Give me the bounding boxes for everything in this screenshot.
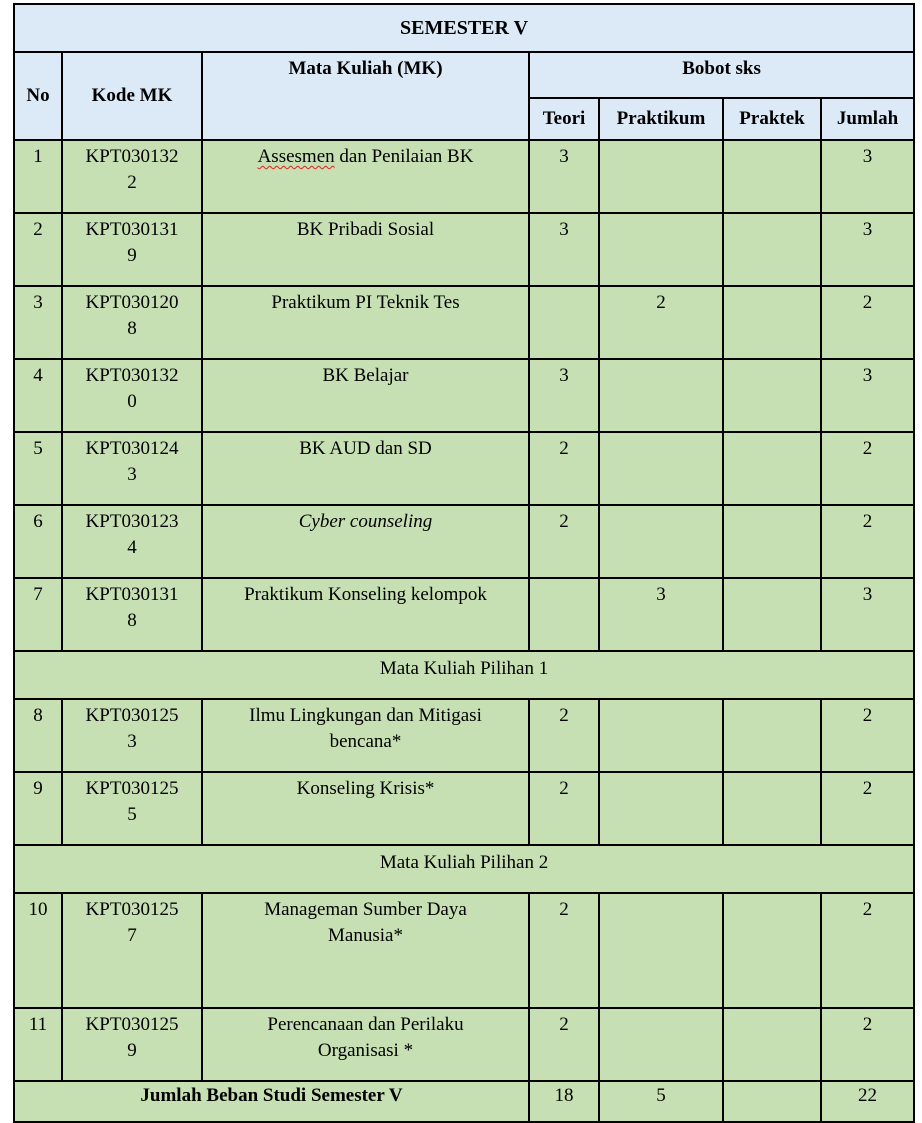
table-row bbox=[14, 893, 914, 1008]
cell-kode: KPT030125 5 bbox=[62, 772, 202, 845]
cell-no: 7 bbox=[14, 578, 62, 651]
cell-praktek bbox=[723, 140, 821, 213]
cell-teori bbox=[529, 286, 599, 359]
table-row bbox=[14, 699, 914, 772]
cell-teori: 2 bbox=[529, 772, 599, 845]
cell-praktek bbox=[723, 699, 821, 772]
cell-teori: 2 bbox=[529, 505, 599, 578]
cell-jumlah: 3 bbox=[821, 213, 914, 286]
cell-praktek bbox=[723, 213, 821, 286]
cell-praktek bbox=[723, 359, 821, 432]
cell-mata-kuliah: BK AUD dan SD bbox=[202, 432, 529, 505]
semester-table bbox=[13, 3, 915, 1123]
cell-no: 1 bbox=[14, 140, 62, 213]
cell-jumlah: 2 bbox=[821, 772, 914, 845]
table-row bbox=[14, 213, 914, 286]
cell-no: 3 bbox=[14, 286, 62, 359]
cell-praktikum bbox=[599, 432, 723, 505]
table-row bbox=[14, 140, 914, 213]
cell-kode: KPT030125 7 bbox=[62, 893, 202, 1008]
cell-mata-kuliah: Ilmu Lingkungan dan Mitigasi bencana* bbox=[202, 699, 529, 772]
cell-no: 5 bbox=[14, 432, 62, 505]
cell-teori: 3 bbox=[529, 359, 599, 432]
cell-praktek bbox=[723, 893, 821, 1008]
section-row-pilihan-2 bbox=[14, 845, 914, 893]
cell-teori bbox=[529, 578, 599, 651]
cell-praktek bbox=[723, 505, 821, 578]
cell-jumlah: 2 bbox=[821, 432, 914, 505]
cell-teori: 2 bbox=[529, 699, 599, 772]
cell-no: 6 bbox=[14, 505, 62, 578]
total-praktek bbox=[723, 1081, 821, 1122]
total-label: Jumlah Beban Studi Semester V bbox=[14, 1081, 529, 1122]
cell-kode: KPT030120 8 bbox=[62, 286, 202, 359]
cell-praktikum bbox=[599, 359, 723, 432]
total-row bbox=[14, 1081, 914, 1122]
cell-kode: KPT030131 8 bbox=[62, 578, 202, 651]
cell-praktikum bbox=[599, 772, 723, 845]
cell-no: 2 bbox=[14, 213, 62, 286]
cell-praktikum bbox=[599, 505, 723, 578]
cell-jumlah: 2 bbox=[821, 699, 914, 772]
cell-mata-kuliah: Praktikum Konseling kelompok bbox=[202, 578, 529, 651]
cell-teori: 3 bbox=[529, 140, 599, 213]
cell-no: 4 bbox=[14, 359, 62, 432]
header-praktek: Praktek bbox=[723, 98, 821, 140]
cell-teori: 2 bbox=[529, 432, 599, 505]
cell-praktikum bbox=[599, 699, 723, 772]
section-row-pilihan-1 bbox=[14, 651, 914, 699]
header-teori: Teori bbox=[529, 98, 599, 140]
cell-jumlah: 2 bbox=[821, 286, 914, 359]
header-praktikum: Praktikum bbox=[599, 98, 723, 140]
cell-praktikum bbox=[599, 1008, 723, 1081]
cell-praktek bbox=[723, 1008, 821, 1081]
cell-teori: 2 bbox=[529, 1008, 599, 1081]
cell-mata-kuliah: Perencanaan dan Perilaku Organisasi * bbox=[202, 1008, 529, 1081]
cell-jumlah: 2 bbox=[821, 1008, 914, 1081]
header-no: No bbox=[14, 52, 62, 140]
cell-kode: KPT030131 9 bbox=[62, 213, 202, 286]
header-mata-kuliah: Mata Kuliah (MK) bbox=[202, 52, 529, 140]
cell-praktikum bbox=[599, 893, 723, 1008]
cell-kode: KPT030125 9 bbox=[62, 1008, 202, 1081]
cell-jumlah: 3 bbox=[821, 578, 914, 651]
cell-praktek bbox=[723, 432, 821, 505]
table-row bbox=[14, 359, 914, 432]
table-row bbox=[14, 505, 914, 578]
table-title: SEMESTER V bbox=[14, 4, 914, 52]
cell-jumlah: 3 bbox=[821, 359, 914, 432]
cell-mata-kuliah: Assesmen dan Penilaian BK bbox=[202, 140, 529, 213]
cell-praktek bbox=[723, 286, 821, 359]
header-bobot: Bobot sks bbox=[529, 52, 914, 98]
cell-praktek bbox=[723, 578, 821, 651]
cell-kode: KPT030132 0 bbox=[62, 359, 202, 432]
cell-mata-kuliah: BK Pribadi Sosial bbox=[202, 213, 529, 286]
cell-praktek bbox=[723, 772, 821, 845]
cell-kode: KPT030125 3 bbox=[62, 699, 202, 772]
cell-kode: KPT030123 4 bbox=[62, 505, 202, 578]
cell-praktikum bbox=[599, 140, 723, 213]
cell-jumlah: 2 bbox=[821, 893, 914, 1008]
table-row bbox=[14, 286, 914, 359]
cell-praktikum bbox=[599, 213, 723, 286]
table-row bbox=[14, 1008, 914, 1081]
cell-mata-kuliah: Konseling Krisis* bbox=[202, 772, 529, 845]
cell-praktikum: 3 bbox=[599, 578, 723, 651]
header-kode: Kode MK bbox=[62, 52, 202, 140]
section-label: Mata Kuliah Pilihan 2 bbox=[14, 845, 914, 893]
total-teori: 18 bbox=[529, 1081, 599, 1122]
table-row bbox=[14, 578, 914, 651]
cell-mata-kuliah: Cyber counseling bbox=[202, 505, 529, 578]
cell-teori: 2 bbox=[529, 893, 599, 1008]
cell-mata-kuliah: Praktikum PI Teknik Tes bbox=[202, 286, 529, 359]
cell-no: 11 bbox=[14, 1008, 62, 1081]
cell-kode: KPT030132 2 bbox=[62, 140, 202, 213]
cell-praktikum: 2 bbox=[599, 286, 723, 359]
cell-kode: KPT030124 3 bbox=[62, 432, 202, 505]
table-row bbox=[14, 432, 914, 505]
cell-mata-kuliah: Manageman Sumber Daya Manusia* bbox=[202, 893, 529, 1008]
cell-no: 8 bbox=[14, 699, 62, 772]
section-label: Mata Kuliah Pilihan 1 bbox=[14, 651, 914, 699]
total-praktikum: 5 bbox=[599, 1081, 723, 1122]
header-jumlah: Jumlah bbox=[821, 98, 914, 140]
cell-no: 10 bbox=[14, 893, 62, 1008]
cell-jumlah: 3 bbox=[821, 140, 914, 213]
cell-jumlah: 2 bbox=[821, 505, 914, 578]
cell-mata-kuliah: BK Belajar bbox=[202, 359, 529, 432]
cell-teori: 3 bbox=[529, 213, 599, 286]
cell-no: 9 bbox=[14, 772, 62, 845]
spellcheck-word: Assesmen bbox=[257, 146, 335, 167]
total-jumlah: 22 bbox=[821, 1081, 914, 1122]
table-row bbox=[14, 772, 914, 845]
